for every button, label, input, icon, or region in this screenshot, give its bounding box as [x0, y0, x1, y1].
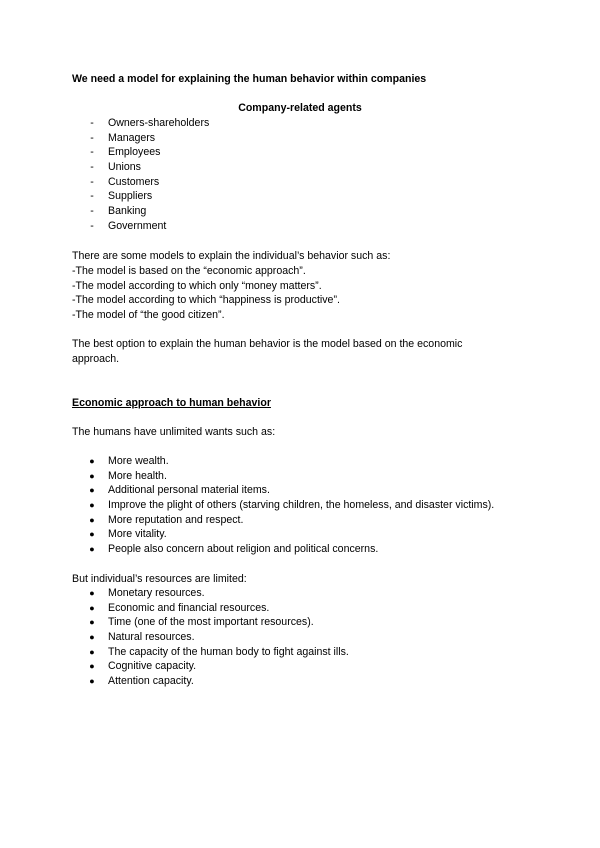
bullet-marker: ● [89, 529, 95, 540]
resources-list [0, 586, 600, 689]
best-option-line: approach. [72, 353, 120, 365]
list-item: - Unions [0, 160, 600, 175]
list-item: - Banking [0, 204, 600, 219]
bullet-marker: ● [89, 661, 95, 672]
list-item: ● People also concern about religion and political concerns. [0, 542, 600, 557]
list-item: ● The capacity of the human body to fight against ills. [0, 645, 600, 660]
list-item: ● Improve the plight of others (starving children, the homeless, and disaster victims). [0, 498, 600, 513]
bullet-marker: ● [89, 588, 95, 598]
list-item: - Customers [0, 175, 600, 190]
wants-list [0, 454, 600, 557]
model-line: -The model of “the good citizen”. [72, 309, 225, 321]
list-item: ● More wealth. [0, 454, 600, 469]
list-item: - Managers [0, 131, 600, 146]
dash-marker: - [90, 161, 94, 174]
bullet-marker: ● [89, 617, 95, 628]
bullet-marker: ● [89, 456, 95, 466]
bullet-marker: ● [89, 500, 95, 511]
list-item: ● Natural resources. [0, 630, 600, 645]
list-item: - Owners-shareholders [0, 116, 600, 131]
list-item: - Government [0, 219, 600, 234]
dash-marker: - [90, 117, 94, 129]
list-item: ● Monetary resources. [0, 586, 600, 601]
dash-marker: - [90, 146, 94, 159]
bullet-marker: ● [89, 676, 95, 687]
bullet-marker: ● [89, 646, 95, 657]
model-line: -The model according to which only “money matters”. [72, 280, 322, 292]
model-line: -The model is based on the “economic approach”. [72, 265, 306, 277]
list-item: ● More health. [0, 469, 600, 484]
best-option-line: The best option to explain the human behavior is the model based on the economic [72, 338, 463, 350]
dash-marker: - [90, 175, 94, 188]
agents-list [0, 116, 600, 234]
list-item: ● More reputation and respect. [0, 513, 600, 528]
bullet-marker: ● [89, 544, 95, 555]
list-item: ● More vitality. [0, 527, 600, 542]
list-item: - Employees [0, 145, 600, 160]
model-line: -The model according to which “happiness is productive”. [72, 294, 340, 306]
dash-marker: - [90, 131, 94, 144]
dash-marker: - [90, 190, 94, 203]
list-item: ● Additional personal material items. [0, 483, 600, 498]
dash-marker: - [90, 205, 94, 218]
bullet-marker: ● [89, 602, 95, 613]
agents-title: Company-related agents [238, 102, 362, 114]
resources-intro: But individual’s resources are limited: [72, 573, 247, 585]
list-item: - Suppliers [0, 189, 600, 204]
bullet-marker: ● [89, 470, 95, 481]
list-item: ● Economic and financial resources. [0, 601, 600, 616]
bullet-marker: ● [89, 485, 95, 496]
dash-marker: - [90, 219, 94, 232]
document-heading: We need a model for explaining the human behavior within companies [72, 73, 427, 85]
list-item: ● Cognitive capacity. [0, 659, 600, 674]
bullet-marker: ● [89, 514, 95, 525]
models-intro: There are some models to explain the individual’s behavior such as: [72, 250, 391, 262]
bullet-marker: ● [89, 632, 95, 643]
list-item: ● Attention capacity. [0, 674, 600, 689]
wants-intro: The humans have unlimited wants such as: [72, 426, 276, 438]
list-item: ● Time (one of the most important resources). [0, 615, 600, 630]
section-title: Economic approach to human behavior [72, 397, 271, 409]
